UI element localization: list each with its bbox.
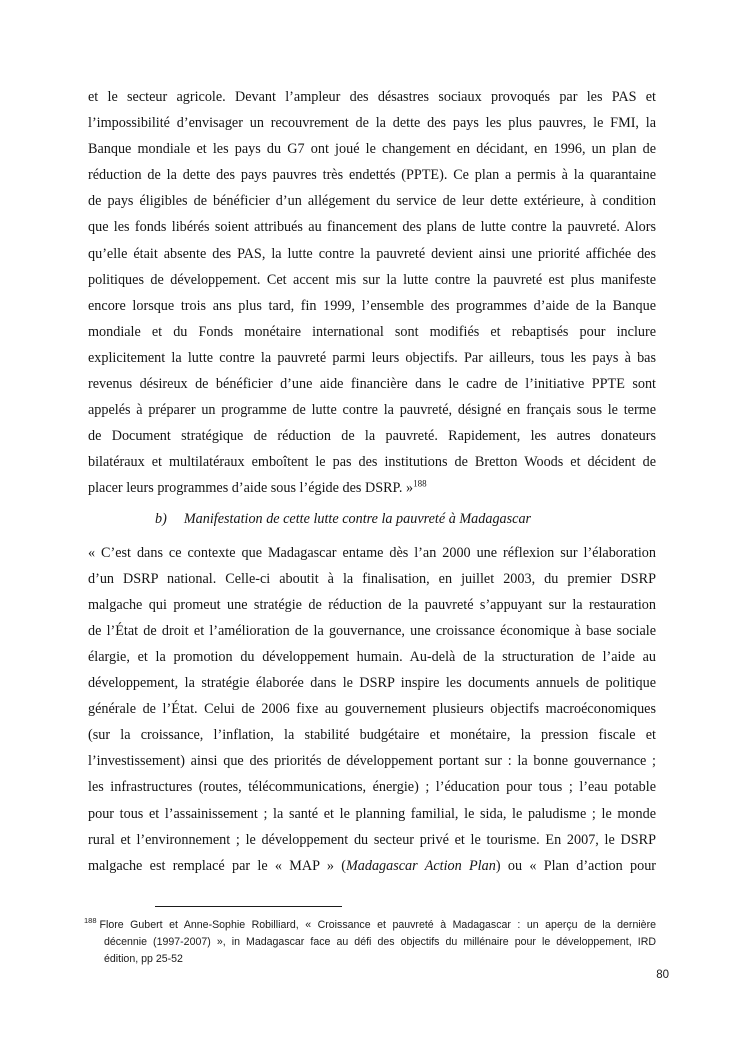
text-line: « C’est dans ce contexte que Madagascar entame dès l’an 2000 une réflexion sur l’élaboration [88, 544, 656, 561]
heading-label: b) [155, 510, 167, 527]
text-line: Banque mondiale et les pays du G7 ont joué le changement en décidant, en 1996, un plan de [88, 141, 656, 158]
text-line: politiques de développement. Cet accent mis sur la lutte contre la pauvreté est plus manifeste [88, 271, 656, 288]
text-line: appelés à préparer un programme de lutte contre la pauvreté, désigné en français sous le terme [88, 402, 656, 419]
text-line: l’impossibilité d’envisager un recouvrement de la dette des pays les plus pauvres, le FMI, la [88, 115, 656, 132]
text-line: (sur la croissance, l’inflation, la stabilité budgétaire et monétaire, la pression fiscale et [88, 727, 656, 744]
italic-title-segment: Madagascar Action Plan [345, 857, 496, 874]
text-line: revenus désireux de bénéficier d’une aide financière dans le cadre de l’initiative PPTE sont [88, 376, 656, 393]
footnote-line [84, 917, 656, 934]
text-line: qu’elle était absente des PAS, la lutte contre la pauvreté devient ainsi une priorité affichée des [88, 245, 656, 262]
page-body [88, 84, 656, 879]
subsection-heading [88, 506, 656, 532]
text-line: mondiale et du Fonds monétaire international sont modifiés et rebaptisés pour inclure [88, 323, 656, 340]
heading-text: Manifestation de cette lutte contre la pauvreté à Madagascar [183, 510, 532, 527]
text-line: explicitement la lutte contre la pauvreté parmi leurs objectifs. Par ailleurs, tous les pays à bas [88, 349, 656, 366]
text-line: les infrastructures (routes, télécommunications, énergie) ; l’éducation pour tous ; l’eau potable [88, 779, 656, 796]
footnote-line: décennie (1997-2007) », in Madagascar face au défi des objectifs du millénaire pour le développement, IRD [104, 935, 656, 948]
text-line: de Document stratégique de réduction de la pauvreté. Rapidement, les autres donateurs [88, 428, 656, 445]
text-line: encore lorsque trois ans plus tard, fin 1999, l’ensemble des programmes d’aide de la Banque [88, 297, 656, 314]
text-line: générale de l’État. Celui de 2006 fixe au gouvernement plusieurs objectifs macroéconomiques [88, 701, 656, 718]
text-line: bilatéraux et multilatéraux emboîtent le pas des institutions de Bretton Woods et décident de [88, 454, 656, 471]
footnote-number: 188 [84, 916, 97, 926]
footnote-reference-mark: 188 [413, 478, 427, 489]
text-line: et le secteur agricole. Devant l’ampleur des désastres sociaux provoqués par les PAS et [88, 89, 656, 105]
text-segment: ) ou « Plan d’action pour [495, 857, 656, 874]
text-line: pour tous et l’assainissement ; la santé et le planning familial, le sida, le paludisme ; le monde [88, 805, 656, 822]
text-line [88, 853, 656, 879]
footnote [84, 917, 656, 967]
text-line: que les fonds libérés soient attribués au financement des plans de lutte contre la pauvreté. Alors [88, 219, 656, 236]
text-line: de pays éligibles de bénéficier d’un allégement du service de leur dette extérieure, à condition [88, 193, 656, 210]
footnote-line: édition, pp 25-52 [104, 952, 183, 965]
page-number: 80 [656, 969, 669, 981]
text-line: élargie, et la promotion du développement humain. Au-delà de la structuration de l’aide au [88, 648, 656, 665]
paragraph-1 [88, 84, 656, 502]
text-segment: malgache est remplacé par le « MAP » ( [88, 857, 346, 874]
footnote-separator-rule [155, 906, 342, 907]
footnote-text: Flore Gubert et Anne-Sophie Robilliard, « Croissance et pauvreté à Madagascar : un aperçu de la dernière [99, 919, 656, 931]
text-line: rural et l’environnement ; le développement du secteur privé et le tourisme. En 2007, le DSRP [88, 831, 656, 848]
text-line: d’un DSRP national. Celle-ci aboutit à la finalisation, en juillet 2003, du premier DSRP [88, 570, 656, 587]
text-line [88, 475, 656, 501]
text-line: réduction de la dette des pays pauvres très endettés (PPTE). Ce plan a permis à la quarantaine [88, 167, 656, 184]
text-line: malgache qui promeut une stratégie de réduction de la pauvreté s’appuyant sur la restauration [88, 596, 656, 613]
text-line: de l’État de droit et l’amélioration de la gouvernance, une croissance économique à base sociale [88, 622, 656, 639]
paragraph-2 [88, 540, 656, 879]
text-line: l’investissement) ainsi que des priorités de développement portant sur : la bonne gouvernance ; [88, 753, 656, 770]
text-segment: placer leurs programmes d’aide sous l’égide des DSRP. » [88, 480, 414, 497]
text-line: développement, la stratégie élaborée dans le DSRP inspire les documents annuels de politique [88, 675, 656, 692]
